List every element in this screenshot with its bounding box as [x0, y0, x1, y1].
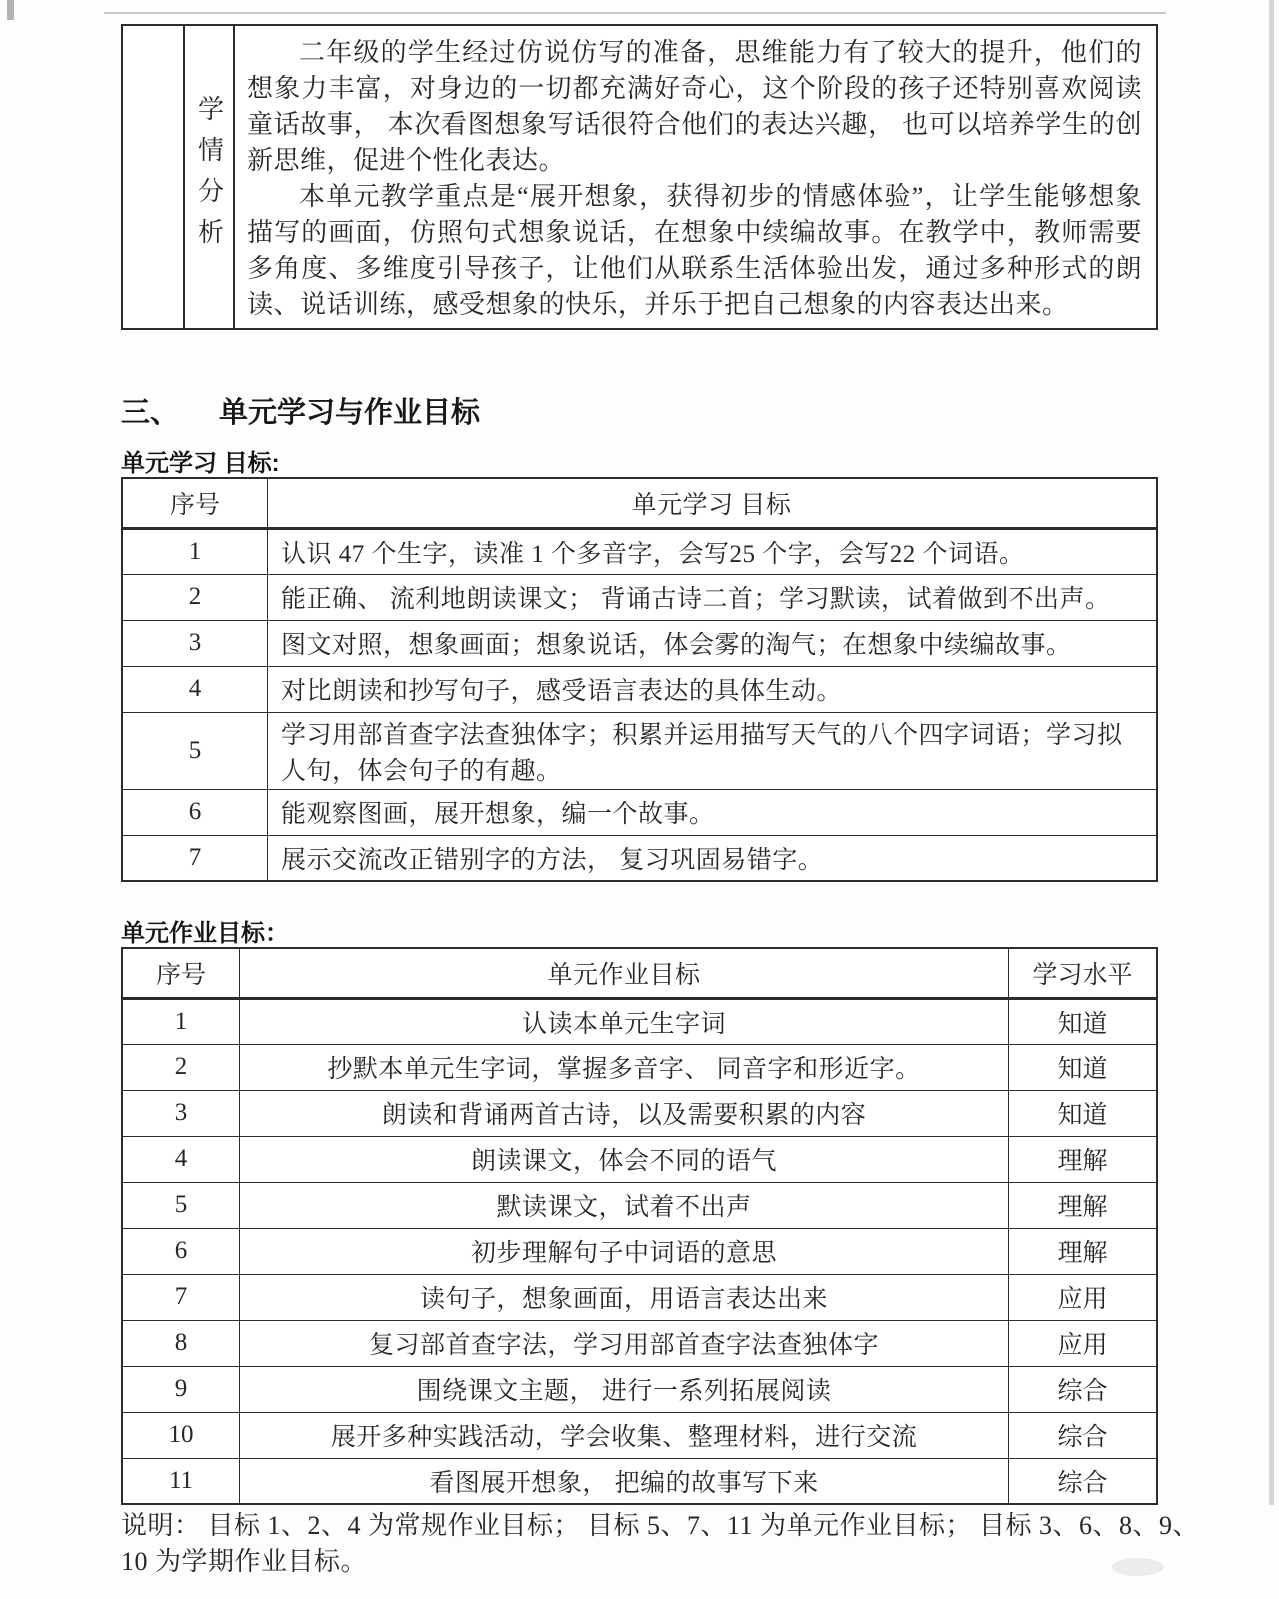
level-cell: 综合: [1009, 1412, 1158, 1458]
goal-cell: 图文对照，想象画面；想象说话，体会雾的淘气；在想象中续编故事。: [268, 620, 1158, 666]
level-cell: 知道: [1009, 1090, 1158, 1136]
analysis-empty-cell: [123, 26, 185, 328]
table-row: [122, 1136, 1157, 1182]
table-row: [122, 1182, 1157, 1228]
table-header-row: [122, 478, 1157, 528]
homework-goals-label: 单元作业目标：: [121, 920, 289, 947]
row-number-cell: 8: [122, 1320, 240, 1366]
goal-cell: 朗读和背诵两首古诗，以及需要积累的内容: [240, 1090, 1009, 1136]
goal-cell: 能观察图画，展开想象，编一个故事。: [268, 789, 1158, 835]
page-edge-shadow: [1269, 0, 1274, 1505]
table-row: [122, 574, 1157, 620]
table-row: [122, 1320, 1157, 1366]
table-row: [122, 1044, 1157, 1090]
table-row: [122, 1090, 1157, 1136]
scan-corner-mark: [7, 0, 14, 20]
table-row: [122, 1274, 1157, 1320]
goal-cell: 认识 47 个生字，读准 1 个多音字，会写25 个字，会写22 个词语。: [268, 528, 1158, 574]
analysis-paragraph-1: 二年级的学生经过仿说仿写的准备，思维能力有了较大的提升，他们的想象力丰富，对身边的一切都充满好奇心，这个阶段的孩子还特别喜欢阅读童话故事， 本次看图想象写话很符合他们的表达兴趣， 也可以培养学生的创新思维，促进个性化表达。: [247, 38, 1142, 175]
goal-cell: 对比朗读和抄写句子，感受语言表达的具体生动。: [268, 666, 1158, 712]
goal-cell: 初步理解句子中词语的意思: [240, 1228, 1009, 1274]
cropped-row-divider: [104, 12, 1166, 14]
table-row: [122, 998, 1157, 1044]
row-number-cell: 2: [122, 574, 268, 620]
level-cell: 理解: [1009, 1136, 1158, 1182]
goal-cell: 展示交流改正错别字的方法， 复习巩固易错字。: [268, 835, 1158, 881]
goal-cell: 学习用部首查字法查独体字；积累并运用描写天气的八个四字词语；学习拟人句，体会句子的有趣。: [268, 712, 1158, 789]
goal-cell: 抄默本单元生字词，掌握多音字、 同音字和形近字。: [240, 1044, 1009, 1090]
row-number-cell: 1: [122, 528, 268, 574]
level-cell: 理解: [1009, 1228, 1158, 1274]
header-cell-no: 序号: [122, 478, 268, 528]
table-row: [122, 789, 1157, 835]
row-number-cell: 10: [122, 1412, 240, 1458]
row-number-cell: 4: [122, 666, 268, 712]
row-number-cell: 3: [122, 1090, 240, 1136]
row-number-cell: 4: [122, 1136, 240, 1182]
table-row: [122, 620, 1157, 666]
row-number-cell: 1: [122, 998, 240, 1044]
row-number-cell: 6: [122, 789, 268, 835]
section-heading-title: 单元学习与作业目标: [219, 397, 481, 429]
level-cell: 知道: [1009, 1044, 1158, 1090]
header-cell-no: 序号: [122, 948, 240, 998]
explanatory-note: [121, 1508, 1200, 1580]
goal-cell: 朗读课文，体会不同的语气: [240, 1136, 1009, 1182]
row-number-cell: 3: [122, 620, 268, 666]
learning-analysis-table: [121, 24, 1158, 330]
row-number-cell: 7: [122, 1274, 240, 1320]
level-cell: 应用: [1009, 1320, 1158, 1366]
row-number-cell: 9: [122, 1366, 240, 1412]
table-row: [122, 1366, 1157, 1412]
level-cell: 应用: [1009, 1274, 1158, 1320]
row-number-cell: 7: [122, 835, 268, 881]
row-number-cell: 6: [122, 1228, 240, 1274]
unit-homework-goals-table: [121, 947, 1158, 1505]
analysis-row-label: 学情分析: [194, 95, 224, 259]
goal-cell: 读句子，想象画面，用语言表达出来: [240, 1274, 1009, 1320]
goal-cell: 默读课文，试着不出声: [240, 1182, 1009, 1228]
goal-cell: 围绕课文主题， 进行一系列拓展阅读: [240, 1366, 1009, 1412]
table-row: [122, 666, 1157, 712]
table-row: [122, 1228, 1157, 1274]
level-cell: 综合: [1009, 1458, 1158, 1504]
learning-goals-label: 单元学习 目标:: [121, 450, 280, 477]
note-line-2: 10 为学期作业目标。: [121, 1547, 368, 1576]
section-heading-number: 三、: [121, 397, 180, 429]
level-cell: 综合: [1009, 1366, 1158, 1412]
table-header-row: [122, 948, 1157, 998]
analysis-label-cell: [185, 26, 235, 328]
level-cell: 知道: [1009, 998, 1158, 1044]
analysis-content-cell: [235, 26, 1156, 328]
header-cell-goal: 单元学习 目标: [268, 478, 1158, 528]
analysis-paragraph-2: 本单元教学重点是“展开想象，获得初步的情感体验”，让学生能够想象描写的画面，仿照句式想象说话，在想象中续编故事。在教学中，教师需要多角度、多维度引导孩子，让他们从联系生活体验出发，通过多种形式的朗读、说话训练，感受想象的快乐，并乐于把自己想象的内容表达出来。: [247, 182, 1142, 319]
note-line-1: 说明： 目标 1、2、4 为常规作业目标； 目标 5、7、11 为单元作业目标； 目标 3、6、8、9、: [121, 1511, 1200, 1540]
goal-cell: 复习部首查字法，学习用部首查字法查独体字: [240, 1320, 1009, 1366]
goal-cell: 看图展开想象， 把编的故事写下来: [240, 1458, 1009, 1504]
row-number-cell: 5: [122, 712, 268, 789]
goal-cell: 认读本单元生字词: [240, 998, 1009, 1044]
header-cell-level: 学习水平: [1009, 948, 1158, 998]
section-heading: [121, 390, 480, 431]
row-number-cell: 11: [122, 1458, 240, 1504]
row-number-cell: 5: [122, 1182, 240, 1228]
unit-learning-goals-table: [121, 477, 1158, 882]
table-row: [122, 1412, 1157, 1458]
row-number-cell: 2: [122, 1044, 240, 1090]
goal-cell: 能正确、 流利地朗读课文； 背诵古诗二首；学习默读，试着做到不出声。: [268, 574, 1158, 620]
table-row: [122, 1458, 1157, 1504]
table-row: [122, 528, 1157, 574]
table-row: [122, 835, 1157, 881]
header-cell-goal: 单元作业目标: [240, 948, 1009, 998]
heading-spacer: [179, 390, 219, 431]
table-row: [122, 712, 1157, 789]
goal-cell: 展开多种实践活动，学会收集、整理材料，进行交流: [240, 1412, 1009, 1458]
level-cell: 理解: [1009, 1182, 1158, 1228]
